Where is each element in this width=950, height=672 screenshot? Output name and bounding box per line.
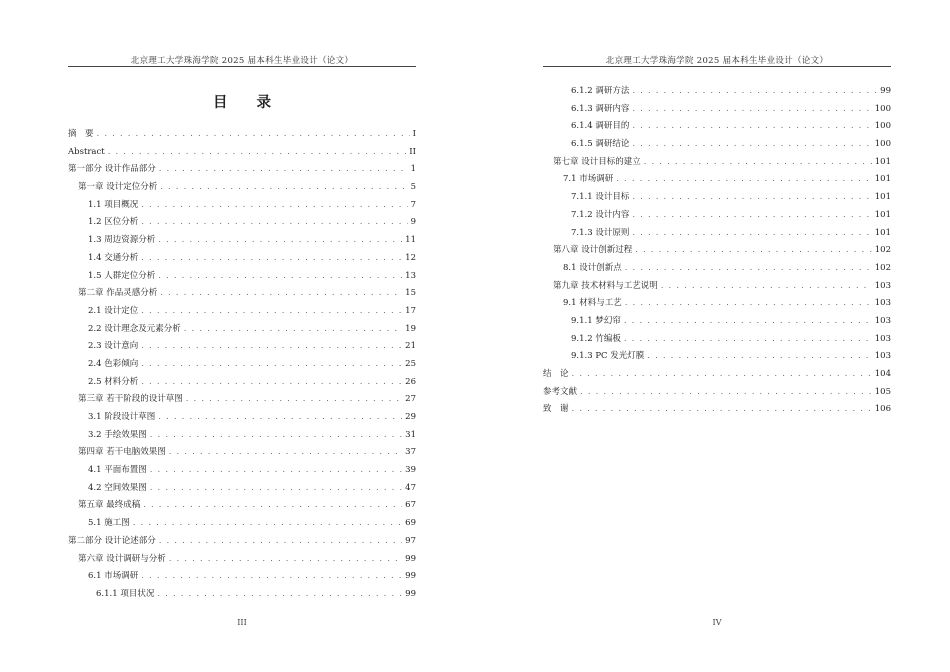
toc-entry[interactable] (68, 285, 416, 303)
toc-entry[interactable] (68, 391, 416, 409)
toc-entry-page: 15 (405, 288, 416, 299)
toc-entry-page: 25 (405, 358, 416, 369)
leader-dots (141, 356, 402, 374)
toc-entry-page: 97 (405, 535, 416, 546)
leader-dots (158, 268, 402, 286)
toc-entry-page: 39 (405, 465, 416, 476)
toc-entry-page: 100 (874, 121, 891, 132)
toc-entry[interactable] (543, 242, 891, 260)
toc-entry-label: 6.1.1 项目状况 (96, 588, 155, 599)
toc-entry-label: 2.2 设计理念及元素分析 (88, 323, 181, 334)
toc-entry-label: Abstract (68, 146, 105, 157)
toc-entry[interactable] (68, 126, 416, 144)
leader-dots (632, 83, 877, 101)
toc-entry-page: 99 (405, 571, 416, 582)
toc-entry[interactable] (68, 533, 416, 551)
toc-entry-label: 3.1 阶段设计草图 (88, 412, 156, 422)
toc-entry-label: 6.1.3 调研内容 (571, 103, 630, 114)
toc-entry-page: 104 (874, 369, 891, 379)
toc-entry-page: II (409, 146, 416, 157)
page-number: III (237, 618, 247, 627)
leader-dots (186, 391, 402, 409)
toc-entry-page: 5 (410, 182, 416, 193)
toc-entry-page: 12 (405, 252, 416, 263)
toc-entry[interactable] (68, 250, 416, 268)
toc-entry-page: 101 (874, 192, 891, 203)
toc-list-right (543, 83, 891, 419)
toc-entry-label: 7.1 市场调研 (563, 174, 614, 185)
leader-dots (624, 313, 872, 331)
toc-entry[interactable] (68, 179, 416, 197)
toc-entry-page: 100 (874, 103, 891, 114)
toc-entry[interactable] (543, 331, 891, 349)
toc-entry-page: 103 (874, 298, 891, 309)
toc-entry[interactable] (543, 313, 891, 331)
leader-dots (632, 101, 871, 119)
toc-entry[interactable] (68, 427, 416, 445)
toc-entry-label: 2.4 色彩倾向 (88, 358, 139, 369)
toc-entry[interactable] (543, 118, 891, 136)
toc-entry-label: 4.1 平面布置图 (88, 465, 147, 476)
toc-entry-page: 27 (405, 394, 416, 405)
toc-entry[interactable] (68, 232, 416, 250)
toc-entry-label: 第二部分 设计论述部分 (68, 535, 156, 546)
header-rule (68, 66, 416, 67)
toc-entry[interactable] (68, 144, 416, 162)
toc-entry[interactable] (543, 295, 891, 313)
toc-entry-label: 9.1.3 PC 发光灯膜 (571, 351, 645, 362)
toc-entry-label: 第八章 设计创新过程 (553, 245, 633, 256)
toc-entry-page: 1 (410, 164, 416, 175)
toc-entry-label: 8.1 设计创新点 (563, 262, 622, 273)
toc-entry[interactable] (543, 278, 891, 296)
toc-entry[interactable] (68, 497, 416, 515)
toc-entry-label: 6.1 市场调研 (88, 571, 139, 582)
leader-dots (158, 409, 402, 427)
leader-dots (141, 303, 402, 321)
toc-entry[interactable] (68, 197, 416, 215)
leader-dots (169, 551, 402, 569)
leader-dots (158, 232, 402, 250)
toc-entry[interactable] (68, 374, 416, 392)
leader-dots (169, 444, 402, 462)
toc-entry-page: 26 (405, 376, 416, 387)
page-number: IV (712, 618, 722, 627)
toc-entry[interactable] (543, 384, 891, 402)
toc-entry-label: 6.1.5 调研结论 (571, 139, 630, 150)
toc-entry-page: 21 (405, 341, 416, 352)
toc-entry[interactable] (68, 161, 416, 179)
toc-entry-label: 1.2 区位分析 (88, 217, 139, 228)
leader-dots (97, 126, 410, 144)
toc-entry-page: 99 (405, 553, 416, 564)
leader-dots (644, 154, 872, 172)
toc-entry-page: 11 (405, 235, 416, 246)
toc-entry[interactable] (543, 83, 891, 101)
toc-entry-label: 致 谢 (543, 404, 569, 415)
toc-entry-label: 1.1 项目概况 (88, 199, 139, 210)
header-rule (543, 66, 891, 67)
toc-entry-label: 结 论 (543, 369, 569, 379)
toc-entry-page: 9 (410, 217, 416, 228)
toc-entry-page: 103 (874, 351, 891, 362)
toc-entry-label: 第一部分 设计作品部分 (68, 164, 156, 175)
toc-entry-page: 29 (405, 412, 416, 422)
leader-dots (632, 225, 871, 243)
toc-entry-page: 101 (874, 156, 891, 167)
toc-entry-page: I (412, 129, 416, 139)
toc-entry[interactable] (68, 586, 416, 604)
toc-entry-label: 第三章 若干阶段的设计草图 (78, 394, 183, 405)
toc-entry[interactable] (68, 338, 416, 356)
toc-entry[interactable] (543, 189, 891, 207)
leader-dots (141, 197, 407, 215)
toc-entry-label: 7.1.2 设计内容 (571, 209, 630, 220)
toc-entry[interactable] (68, 568, 416, 586)
toc-entry-label: 6.1.4 调研目的 (571, 121, 630, 132)
leader-dots (624, 331, 872, 349)
toc-entry[interactable] (68, 462, 416, 480)
leader-dots (141, 338, 402, 356)
toc-entry[interactable] (543, 260, 891, 278)
running-header: 北京理工大学珠海学院 2025 届本科生毕业设计（论文） (130, 56, 354, 66)
leader-dots (572, 401, 872, 419)
running-header: 北京理工大学珠海学院 2025 届本科生毕业设计（论文） (605, 56, 829, 66)
toc-entry-label: 第四章 若干电脑效果图 (78, 447, 166, 458)
leader-dots (632, 118, 871, 136)
toc-entry-label: 9.1 材料与工艺 (563, 298, 622, 309)
toc-entry-label: 1.3 周边资源分析 (88, 235, 156, 246)
leader-dots (632, 136, 871, 154)
toc-entry-label: 9.1.1 梦幻帘 (571, 315, 621, 326)
toc-entry-label: 第一章 设计定位分析 (78, 182, 158, 193)
leader-dots (150, 427, 402, 445)
toc-entry-label: 2.5 材料分析 (88, 376, 139, 387)
leader-dots (133, 515, 402, 533)
toc-entry[interactable] (543, 401, 891, 419)
toc-entry-label: 5.1 施工图 (88, 518, 130, 529)
toc-entry[interactable] (543, 348, 891, 366)
toc-entry[interactable] (543, 171, 891, 189)
toc-entry-page: 13 (405, 270, 416, 281)
leader-dots (141, 250, 402, 268)
toc-entry-page: 17 (405, 305, 416, 316)
leader-dots (572, 366, 872, 384)
toc-entry-page: 37 (405, 447, 416, 458)
leader-dots (580, 384, 872, 402)
toc-entry-label: 2.3 设计意向 (88, 341, 139, 352)
toc-entry[interactable] (68, 444, 416, 462)
toc-entry-page: 101 (874, 227, 891, 238)
toc-title: 目 录 (212, 94, 284, 111)
toc-entry-page: 67 (405, 500, 416, 511)
toc-entry[interactable] (543, 225, 891, 243)
toc-entry-page: 7 (410, 199, 416, 210)
leader-dots (647, 348, 872, 366)
toc-entry-page: 47 (405, 482, 416, 493)
toc-entry-label: 1.4 交通分析 (88, 252, 139, 263)
leader-dots (150, 462, 402, 480)
toc-entry[interactable] (68, 409, 416, 427)
toc-entry-page: 103 (874, 333, 891, 344)
leader-dots (141, 568, 402, 586)
leader-dots (141, 374, 402, 392)
toc-entry-page: 103 (874, 280, 891, 291)
toc-entry-page: 102 (874, 245, 891, 256)
toc-entry-page: 99 (880, 86, 891, 96)
toc-entry-label: 4.2 空间效果图 (88, 482, 147, 493)
leader-dots (159, 533, 402, 551)
toc-entry-label: 第五章 最终成稿 (78, 500, 141, 511)
toc-entry-label: 第九章 技术材料与工艺说明 (553, 280, 658, 291)
leader-dots (157, 586, 402, 604)
toc-entry[interactable] (68, 321, 416, 339)
toc-entry[interactable] (68, 551, 416, 569)
toc-entry-label: 2.1 设计定位 (88, 305, 139, 316)
toc-entry[interactable] (68, 480, 416, 498)
toc-entry-page: 100 (874, 139, 891, 150)
leader-dots (150, 480, 402, 498)
toc-entry-page: 103 (874, 315, 891, 326)
toc-entry[interactable] (68, 356, 416, 374)
leader-dots (160, 179, 407, 197)
toc-entry[interactable] (543, 136, 891, 154)
toc-page-right (475, 0, 950, 672)
leader-dots (632, 207, 871, 225)
toc-entry-page: 101 (874, 209, 891, 220)
toc-entry-page: 69 (405, 518, 416, 529)
toc-entry[interactable] (543, 366, 891, 384)
leader-dots (141, 214, 407, 232)
toc-entry-label: 摘 要 (68, 129, 94, 139)
toc-entry-page: 31 (405, 429, 416, 440)
toc-entry-label: 第六章 设计调研与分析 (78, 553, 166, 564)
toc-entry-label: 第二章 作品灵感分析 (78, 288, 158, 299)
toc-list-left (68, 126, 416, 604)
toc-entry-label: 1.5 人群定位分析 (88, 270, 156, 281)
toc-entry-label: 参考文献 (543, 386, 578, 397)
leader-dots (160, 285, 402, 303)
leader-dots (625, 295, 872, 313)
toc-entry-page: 99 (405, 588, 416, 599)
toc-entry[interactable] (68, 303, 416, 321)
toc-entry-page: 106 (874, 404, 891, 415)
toc-entry-label: 7.1.1 设计目标 (571, 192, 630, 203)
toc-entry-page: 105 (874, 386, 891, 397)
toc-entry[interactable] (543, 101, 891, 119)
leader-dots (159, 161, 408, 179)
leader-dots (184, 321, 402, 339)
leader-dots (625, 260, 872, 278)
toc-entry-label: 第七章 设计目标的建立 (553, 156, 641, 167)
toc-entry-label: 3.2 手绘效果图 (88, 429, 147, 440)
leader-dots (143, 497, 402, 515)
leader-dots (108, 144, 407, 162)
toc-entry-page: 101 (874, 174, 891, 185)
leader-dots (661, 278, 872, 296)
toc-entry[interactable] (68, 214, 416, 232)
toc-entry-page: 19 (405, 323, 416, 334)
toc-entry-label: 6.1.2 调研方法 (571, 86, 630, 96)
toc-entry-label: 9.1.2 竹编板 (571, 333, 621, 344)
toc-entry[interactable] (68, 515, 416, 533)
toc-entry-label: 7.1.3 设计原则 (571, 227, 630, 238)
toc-entry[interactable] (543, 154, 891, 172)
leader-dots (632, 189, 871, 207)
leader-dots (616, 171, 872, 189)
toc-entry[interactable] (68, 268, 416, 286)
toc-entry[interactable] (543, 207, 891, 225)
leader-dots (635, 242, 872, 260)
toc-entry-page: 102 (874, 262, 891, 273)
